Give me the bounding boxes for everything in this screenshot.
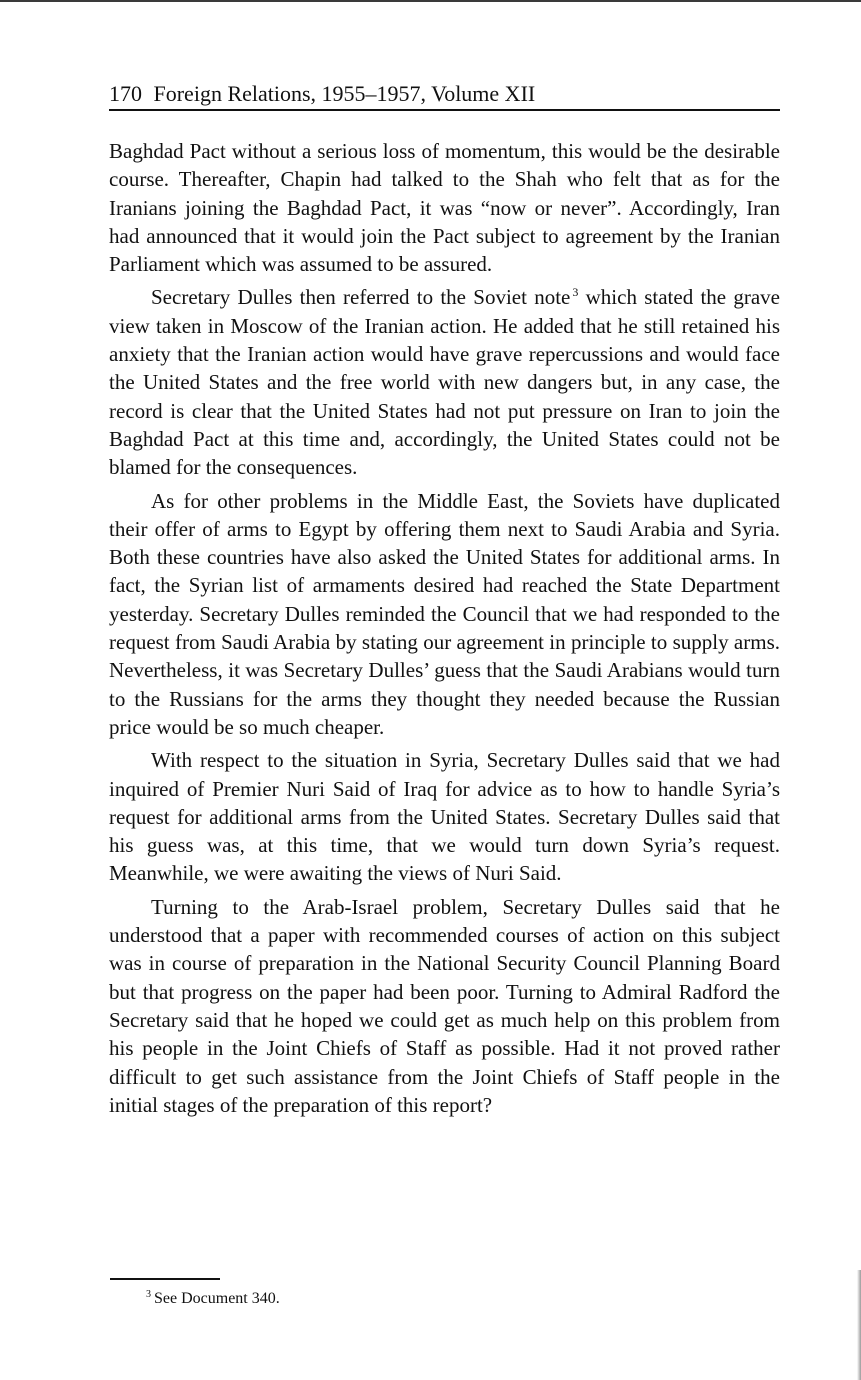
body-text [109, 137, 780, 1119]
footnote-marker: 3 [146, 1288, 151, 1300]
footnote-divider [110, 1278, 220, 1280]
footnote-reference-3[interactable]: 3 [572, 285, 579, 300]
paragraph-3: As for other problems in the Middle East, the Soviets have duplicated their offer of arms to Egypt by offering them next to Saudi Arabia and Syria. Both these countries have also asked the United States for additional arms. In fact, the Syrian list of armaments desired had reached the State Department yesterday. Secretary Dulles reminded the Council that we had responded to the request from Saudi Arabia by stating our agreement in principle to supply arms. Nevertheless, it was Secretary Dulles’ guess that the Saudi Arabians would turn to the Russians for the arms they thought they needed because the Russian price would be so much cheaper. [109, 488, 780, 739]
running-title: Foreign Relations, 1955–1957, Volume XII [153, 81, 536, 106]
paragraph-2-text-after: which stated the grave view taken in Moscow of the Iranian action. He added that he still retained his anxiety that the Iranian action would have grave repercussions and would face the United States and the free world with new dangers but, in any case, the record is clear that the United States had not put pressure on Iran to join the Baghdad Pact at this time and, accordingly, the United States could not be blamed for the consequences. [109, 285, 781, 480]
running-head [109, 80, 780, 111]
document-page [109, 80, 780, 1124]
paragraph-2-text-before: Secretary Dulles then referred to the Soviet note [151, 285, 571, 310]
paragraph-4: With respect to the situation in Syria, Secretary Dulles said that we had inquired of Premier Nuri Said of Iraq for advice as to how to handle Syria’s request for additional arms from the United States. Secretary Dulles said that his guess was, at this time, that we would turn down Syria’s request. Meanwhile, we were awaiting the views of Nuri Said. [109, 748, 780, 886]
footnote-3 [146, 1288, 280, 1310]
footnote-text: See Document 340. [154, 1290, 280, 1307]
paragraph-5: Turning to the Arab-Israel problem, Secretary Dulles said that he understood that a paper with recommended courses of action on this subject was in course of preparation in the National Security Council Planning Board but that progress on the paper had been poor. Turning to Admiral Radford the Secretary said that he hoped we could get as much help on this problem from his people in the Joint Chiefs of Staff as possible. Had it not proved rather difficult to get such assistance from the Joint Chiefs of Staff people in the initial stages of the preparation of this report? [109, 894, 780, 1117]
scan-top-edge [0, 0, 861, 2]
paragraph-2 [109, 283, 780, 481]
scan-right-edge-shadow [857, 1270, 861, 1380]
page-number: 170 [109, 81, 142, 106]
paragraph-1: Baghdad Pact without a serious loss of momentum, this would be the desirable course. Thereafter, Chapin had talked to the Shah who felt that as for the Iranians joining the Baghdad Pact, it was “now or never”. Accordingly, Iran had announced that it would join the Pact subject to agreement by the Iranian Parliament which was assumed to be assured. [109, 139, 780, 277]
